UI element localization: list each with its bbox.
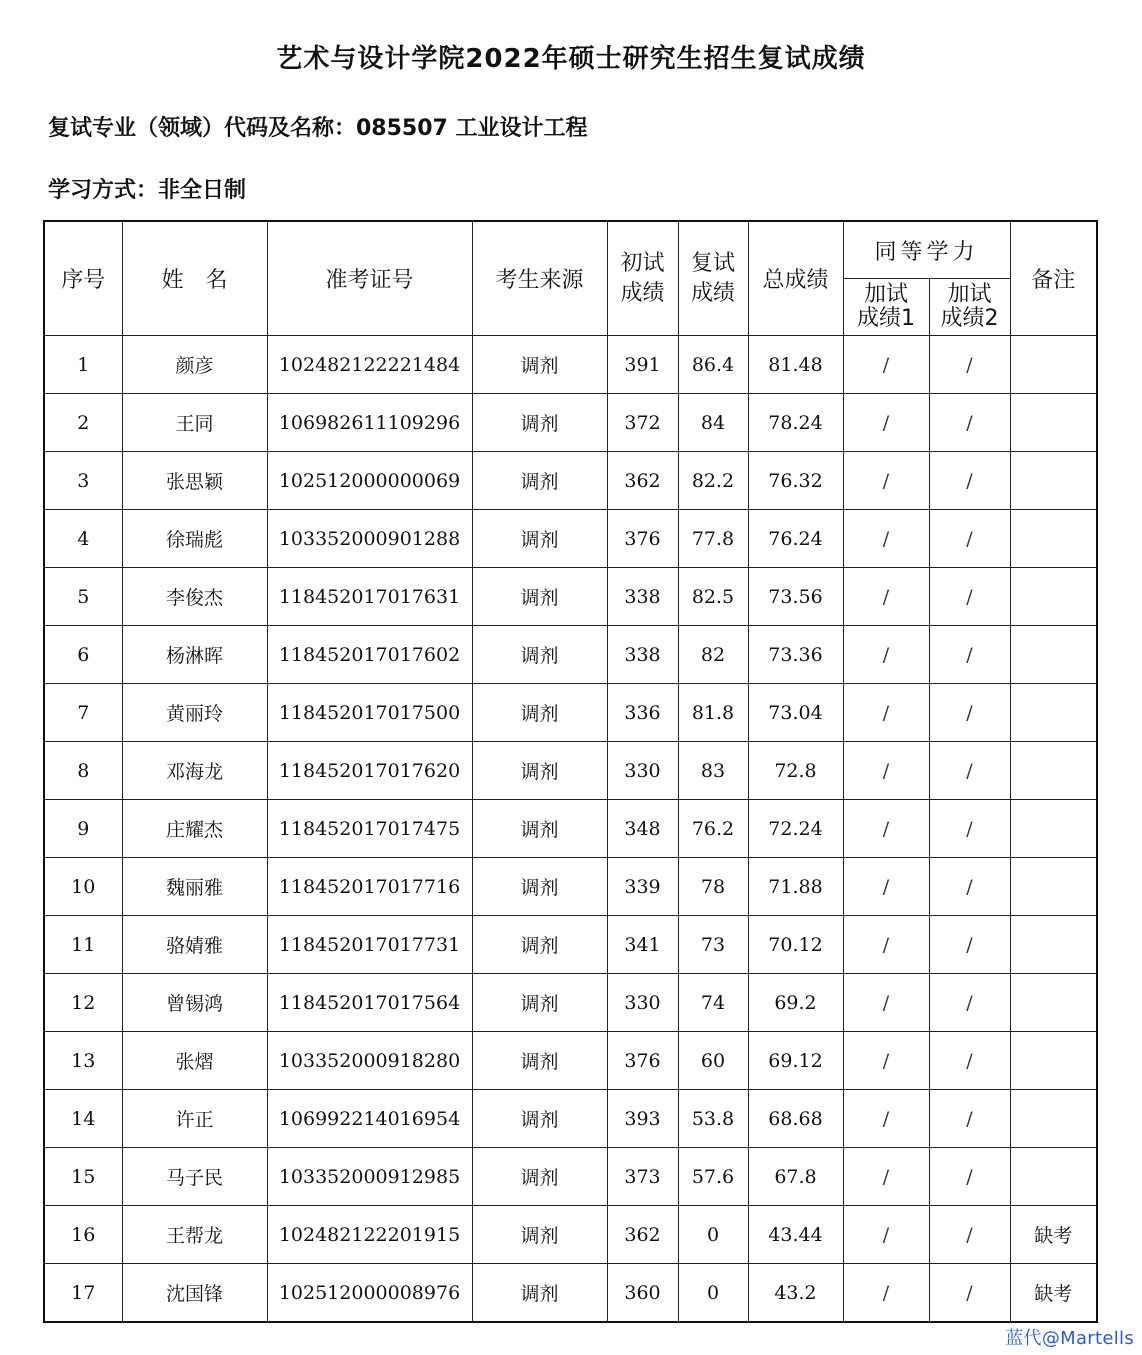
cell-retest-score: 57.6 [678,1148,748,1206]
table-row [44,974,1097,1032]
cell-source: 调剂 [472,858,607,916]
table-row [44,684,1097,742]
cell-retest-score: 86.4 [678,336,748,394]
cell-extra-score-1: / [843,568,929,626]
header-retest-score [678,221,748,336]
cell-extra-score-1: / [843,916,929,974]
cell-remark [1010,800,1097,858]
header-initial-score [607,221,678,336]
table-row [44,800,1097,858]
cell-retest-score: 84 [678,394,748,452]
table-row [44,1264,1097,1323]
header-extra-score-2 [929,279,1010,336]
cell-initial-score: 393 [607,1090,678,1148]
cell-total-score: 69.12 [748,1032,843,1090]
cell-total-score: 81.48 [748,336,843,394]
cell-name: 张熠 [122,1032,267,1090]
cell-exam-id: 118452017017602 [267,626,472,684]
cell-initial-score: 376 [607,510,678,568]
cell-extra-score-2: / [929,1148,1010,1206]
cell-source: 调剂 [472,742,607,800]
cell-name: 庄耀杰 [122,800,267,858]
cell-initial-score: 338 [607,626,678,684]
cell-initial-score: 391 [607,336,678,394]
cell-total-score: 73.56 [748,568,843,626]
cell-extra-score-2: / [929,452,1010,510]
cell-extra-score-2: / [929,1206,1010,1264]
cell-extra-score-2: / [929,742,1010,800]
cell-initial-score: 341 [607,916,678,974]
cell-total-score: 76.32 [748,452,843,510]
table-row [44,452,1097,510]
cell-exam-id: 106992214016954 [267,1090,472,1148]
cell-remark [1010,452,1097,510]
cell-remark [1010,510,1097,568]
cell-exam-id: 102482122201915 [267,1206,472,1264]
cell-source: 调剂 [472,916,607,974]
header-exam-id: 准考证号 [267,221,472,336]
cell-extra-score-1: / [843,394,929,452]
cell-initial-score: 330 [607,742,678,800]
cell-extra-score-2: / [929,916,1010,974]
cell-name: 王同 [122,394,267,452]
cell-seq: 11 [44,916,122,974]
cell-remark [1010,974,1097,1032]
header-retest-line1: 复试 [690,250,735,276]
cell-source: 调剂 [472,1148,607,1206]
table-row [44,858,1097,916]
cell-remark [1010,568,1097,626]
cell-initial-score: 339 [607,858,678,916]
header-extra1-line2: 成绩1 [857,306,915,331]
cell-retest-score: 0 [678,1206,748,1264]
cell-exam-id: 102482122221484 [267,336,472,394]
table-row [44,626,1097,684]
header-initial-line2: 成绩 [620,280,665,306]
cell-initial-score: 376 [607,1032,678,1090]
document-title: 艺术与设计学院2022年硕士研究生招生复试成绩 [276,44,866,74]
cell-extra-score-1: / [843,742,929,800]
cell-total-score: 43.44 [748,1206,843,1264]
cell-remark [1010,1148,1097,1206]
cell-initial-score: 330 [607,974,678,1032]
cell-extra-score-1: / [843,336,929,394]
cell-seq: 8 [44,742,122,800]
cell-extra-score-2: / [929,684,1010,742]
cell-exam-id: 118452017017731 [267,916,472,974]
cell-extra-score-1: / [843,858,929,916]
cell-remark: 缺考 [1010,1264,1097,1323]
header-name: 姓 名 [122,221,267,336]
cell-initial-score: 348 [607,800,678,858]
cell-remark [1010,626,1097,684]
cell-source: 调剂 [472,626,607,684]
cell-source: 调剂 [472,568,607,626]
cell-remark [1010,684,1097,742]
cell-total-score: 72.8 [748,742,843,800]
cell-retest-score: 0 [678,1264,748,1323]
cell-remark [1010,1032,1097,1090]
major-line: 复试专业（领域）代码及名称：085507 工业设计工程 [48,116,588,141]
cell-initial-score: 360 [607,1264,678,1323]
table-row [44,1090,1097,1148]
cell-extra-score-2: / [929,568,1010,626]
cell-seq: 9 [44,800,122,858]
cell-retest-score: 60 [678,1032,748,1090]
cell-source: 调剂 [472,974,607,1032]
header-extra2-line2: 成绩2 [940,306,999,331]
cell-extra-score-1: / [843,800,929,858]
table-body [44,336,1097,1323]
header-equivalent: 同等学力 [843,221,1010,279]
cell-source: 调剂 [472,452,607,510]
cell-extra-score-2: / [929,394,1010,452]
table-row [44,1206,1097,1264]
cell-source: 调剂 [472,1032,607,1090]
cell-extra-score-2: / [929,1264,1010,1323]
cell-exam-id: 118452017017631 [267,568,472,626]
cell-extra-score-1: / [843,684,929,742]
header-remark: 备注 [1010,221,1097,336]
cell-total-score: 43.2 [748,1264,843,1323]
cell-retest-score: 53.8 [678,1090,748,1148]
header-extra-score-1 [843,279,929,336]
cell-name: 李俊杰 [122,568,267,626]
cell-extra-score-1: / [843,1090,929,1148]
header-extra1-line1: 加试 [863,282,908,307]
cell-exam-id: 103352000918280 [267,1032,472,1090]
cell-source: 调剂 [472,394,607,452]
cell-seq: 3 [44,452,122,510]
cell-exam-id: 118452017017716 [267,858,472,916]
cell-total-score: 70.12 [748,916,843,974]
cell-retest-score: 76.2 [678,800,748,858]
cell-remark [1010,1090,1097,1148]
cell-remark [1010,742,1097,800]
cell-seq: 16 [44,1206,122,1264]
header-total: 总成绩 [748,221,843,336]
cell-source: 调剂 [472,1206,607,1264]
cell-source: 调剂 [472,684,607,742]
score-table [43,220,1098,1323]
cell-remark [1010,336,1097,394]
cell-extra-score-1: / [843,1264,929,1323]
cell-retest-score: 82.2 [678,452,748,510]
table-row [44,394,1097,452]
cell-seq: 17 [44,1264,122,1323]
cell-extra-score-2: / [929,974,1010,1032]
cell-extra-score-2: / [929,1090,1010,1148]
cell-exam-id: 118452017017475 [267,800,472,858]
cell-initial-score: 338 [607,568,678,626]
cell-initial-score: 336 [607,684,678,742]
cell-total-score: 71.88 [748,858,843,916]
cell-retest-score: 78 [678,858,748,916]
cell-seq: 2 [44,394,122,452]
table-row [44,1148,1097,1206]
cell-extra-score-1: / [843,974,929,1032]
cell-total-score: 73.04 [748,684,843,742]
cell-name: 魏丽雅 [122,858,267,916]
cell-seq: 13 [44,1032,122,1090]
cell-exam-id: 103352000901288 [267,510,472,568]
cell-seq: 6 [44,626,122,684]
cell-exam-id: 103352000912985 [267,1148,472,1206]
header-seq: 序号 [44,221,122,336]
cell-extra-score-2: / [929,800,1010,858]
cell-name: 许正 [122,1090,267,1148]
cell-seq: 4 [44,510,122,568]
cell-source: 调剂 [472,1264,607,1323]
cell-total-score: 76.24 [748,510,843,568]
cell-seq: 14 [44,1090,122,1148]
table-row [44,510,1097,568]
cell-name: 杨淋晖 [122,626,267,684]
cell-total-score: 73.36 [748,626,843,684]
cell-extra-score-1: / [843,452,929,510]
cell-name: 邓海龙 [122,742,267,800]
cell-extra-score-1: / [843,626,929,684]
header-source: 考生来源 [472,221,607,336]
cell-retest-score: 82.5 [678,568,748,626]
watermark: 蓝代@Martells [1005,1328,1134,1349]
cell-extra-score-2: / [929,858,1010,916]
cell-retest-score: 81.8 [678,684,748,742]
cell-retest-score: 82 [678,626,748,684]
cell-name: 颜彦 [122,336,267,394]
cell-retest-score: 73 [678,916,748,974]
cell-total-score: 69.2 [748,974,843,1032]
table-row [44,336,1097,394]
cell-name: 曾锡鸿 [122,974,267,1032]
cell-name: 马子民 [122,1148,267,1206]
cell-initial-score: 373 [607,1148,678,1206]
cell-seq: 1 [44,336,122,394]
cell-retest-score: 74 [678,974,748,1032]
header-extra2-line1: 加试 [947,282,992,307]
cell-source: 调剂 [472,1090,607,1148]
cell-exam-id: 106982611109296 [267,394,472,452]
table-header [44,221,1097,336]
cell-exam-id: 102512000000069 [267,452,472,510]
cell-retest-score: 83 [678,742,748,800]
cell-seq: 15 [44,1148,122,1206]
cell-remark [1010,394,1097,452]
cell-extra-score-1: / [843,1206,929,1264]
cell-name: 骆婧雅 [122,916,267,974]
cell-initial-score: 372 [607,394,678,452]
study-mode-line: 学习方式：非全日制 [48,178,247,203]
cell-name: 王帮龙 [122,1206,267,1264]
cell-name: 黄丽玲 [122,684,267,742]
cell-exam-id: 118452017017500 [267,684,472,742]
cell-total-score: 72.24 [748,800,843,858]
cell-extra-score-1: / [843,1148,929,1206]
header-retest-line2: 成绩 [690,280,735,306]
cell-initial-score: 362 [607,1206,678,1264]
cell-total-score: 67.8 [748,1148,843,1206]
cell-extra-score-2: / [929,1032,1010,1090]
cell-seq: 12 [44,974,122,1032]
cell-remark [1010,916,1097,974]
cell-name: 徐瑞彪 [122,510,267,568]
cell-name: 张思颖 [122,452,267,510]
cell-total-score: 78.24 [748,394,843,452]
table-row [44,1032,1097,1090]
cell-source: 调剂 [472,800,607,858]
table-row [44,916,1097,974]
cell-total-score: 68.68 [748,1090,843,1148]
cell-seq: 5 [44,568,122,626]
cell-remark: 缺考 [1010,1206,1097,1264]
cell-extra-score-2: / [929,510,1010,568]
cell-remark [1010,858,1097,916]
cell-name: 沈国锋 [122,1264,267,1323]
cell-extra-score-2: / [929,626,1010,684]
table-row [44,742,1097,800]
cell-initial-score: 362 [607,452,678,510]
cell-seq: 10 [44,858,122,916]
cell-seq: 7 [44,684,122,742]
cell-source: 调剂 [472,336,607,394]
cell-exam-id: 118452017017620 [267,742,472,800]
cell-exam-id: 118452017017564 [267,974,472,1032]
cell-source: 调剂 [472,510,607,568]
cell-exam-id: 102512000008976 [267,1264,472,1323]
table-row [44,568,1097,626]
cell-extra-score-1: / [843,1032,929,1090]
cell-extra-score-1: / [843,510,929,568]
header-initial-line1: 初试 [620,250,665,276]
cell-retest-score: 77.8 [678,510,748,568]
cell-extra-score-2: / [929,336,1010,394]
